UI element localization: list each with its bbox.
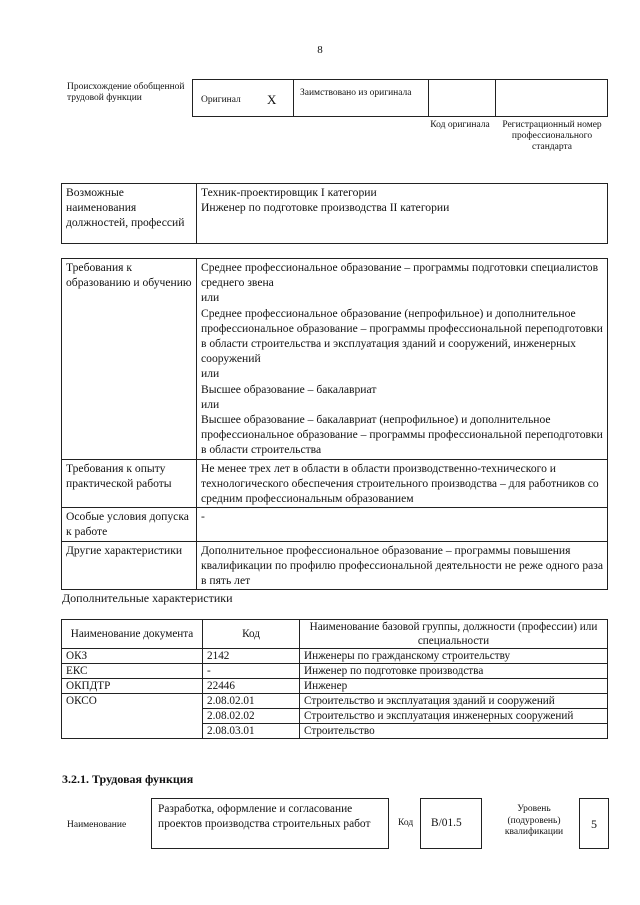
qualification-level-label: Уровень (подуровень) квалификации (504, 804, 564, 837)
header-document: Наименование документа (62, 620, 203, 649)
original-mark: X (267, 92, 277, 107)
qualification-level-value: 5 (579, 798, 609, 849)
cell-code: 2.08.03.01 (203, 724, 300, 739)
cell-code: 2.08.02.02 (203, 709, 300, 724)
req-conditions-label: Особые условия допуска к работе (62, 508, 197, 541)
cell-doc: ОКЗ (62, 649, 203, 664)
page-number: 8 (317, 44, 323, 56)
req-other-value: Дополнительное профессиональное образование – программы повышения квалификации по профилю профессиональной деятельности не реже одного раза в пять лет (197, 541, 608, 590)
reg-number-caption: Регистрационный номер профессионального стандарта (502, 120, 602, 152)
labor-function-heading: 3.2.1. Трудовая функция (62, 772, 194, 786)
cell-name: Инженеры по гражданскому строительству (300, 649, 608, 664)
header-name: Наименование базовой группы, должности (профессии) или специальности (300, 620, 608, 649)
cell-name: Инженер (300, 679, 608, 694)
req-experience-label: Требования к опыту практической работы (62, 459, 197, 508)
additional-table (61, 619, 608, 739)
req-other-label: Другие характеристики (62, 541, 197, 590)
origin-label: Происхождение обобщенной трудовой функции (67, 82, 185, 103)
reg-number-cell (495, 79, 608, 117)
req-conditions-value: - (197, 508, 608, 541)
table-row (62, 664, 608, 679)
cell-name: Строительство (300, 724, 608, 739)
cell-doc: ЕКС (62, 664, 203, 679)
req-education-label: Требования к образованию и обучению (62, 259, 197, 460)
positions-table (61, 183, 608, 244)
header-code: Код (203, 620, 300, 649)
code-original-cell (428, 79, 496, 117)
table-row (62, 649, 608, 664)
req-line: Среднее профессиональное образование (непрофильное) и дополнительное профессиональное образование – программы профессиональной переподготовки в области строительства и эксплуатация зданий и сооружений, инженерных сооружений (201, 306, 603, 366)
req-experience-value: Не менее трех лет в области в области производственно-технического и технологического обеспечения строительного производства – для работников со средним профессиональным образованием (197, 459, 608, 508)
req-line: или (201, 291, 220, 305)
table-row (62, 694, 608, 709)
req-line: Среднее профессиональное образование – программы подготовки специалистов среднего звена (201, 261, 599, 290)
additional-title: Дополнительные характеристики (62, 591, 233, 605)
req-education-value (197, 259, 608, 460)
function-code-label: Код (398, 818, 414, 828)
cell-name: Инженер по подготовке производства (300, 664, 608, 679)
cell-code: 22446 (203, 679, 300, 694)
position-line: Инженер по подготовке производства II категории (201, 201, 450, 215)
req-line: или (201, 367, 220, 381)
req-line: или (201, 397, 220, 411)
function-name-value: Разработка, оформление и согласование проектов производства строительных работ (151, 798, 389, 849)
borrowed-label: Заимствовано из оригинала (300, 88, 412, 98)
req-line: Высшее образование – бакалавриат (непрофильное) и дополнительное профессиональное образование – программы профессиональной переподготовки в области строительства (201, 413, 603, 457)
cell-code: 2.08.02.01 (203, 694, 300, 709)
positions-label: Возможные наименования должностей, профессий (62, 184, 197, 244)
cell-name: Строительство и эксплуатация зданий и сооружений (300, 694, 608, 709)
cell-code: 2142 (203, 649, 300, 664)
function-name-label: Наименование (67, 820, 127, 830)
cell-code: - (203, 664, 300, 679)
positions-values (197, 184, 608, 244)
req-line: Высшее образование – бакалавриат (201, 382, 377, 396)
position-line: Техник-проектировщик I категории (201, 186, 377, 199)
original-label: Оригинал (201, 95, 241, 105)
function-code-value: В/01.5 (420, 798, 482, 849)
cell-doc: ОКСО (62, 694, 203, 739)
requirements-table (61, 258, 608, 590)
cell-name: Строительство и эксплуатация инженерных сооружений (300, 709, 608, 724)
code-original-caption: Код оригинала (430, 120, 490, 130)
cell-doc: ОКПДТР (62, 679, 203, 694)
table-row (62, 679, 608, 694)
